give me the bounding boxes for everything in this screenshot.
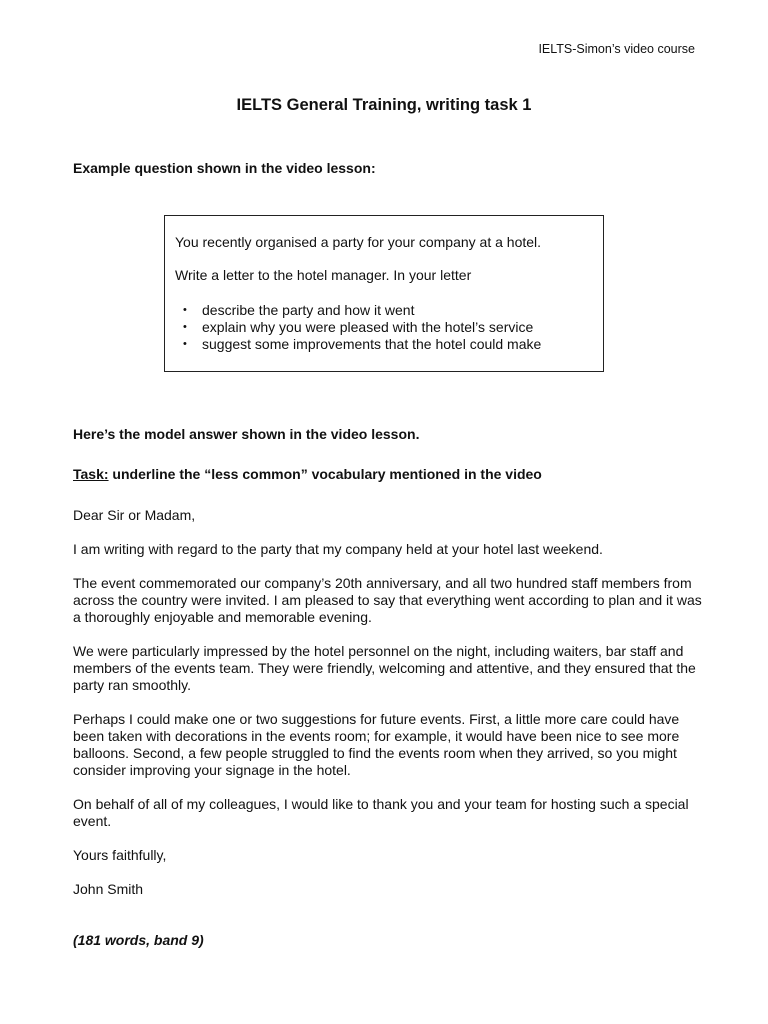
question-bullet: • describe the party and how it went [175, 302, 541, 319]
question-bullet-list [175, 302, 541, 353]
question-box [164, 215, 604, 372]
letter-closing: Yours faithfully, [73, 847, 167, 863]
letter-signature: John Smith [73, 881, 144, 897]
task-instruction [73, 466, 542, 482]
letter-paragraph: Perhaps I could make one or two suggestions for future events. First, a little more care could have been taken with decorations in the events room; for example, it would have been nice to see more balloons. Second, a few people struggled to find the events room when they arrived, so you might consider improving your signage in the hotel. [73, 711, 680, 778]
letter-paragraph: On behalf of all of my colleagues, I would like to thank you and your team for hosting such a special event. [73, 796, 689, 829]
task-text: underline the “less common” vocabulary mentioned in the video [108, 466, 542, 482]
course-note: IELTS-Simon’s video course [538, 42, 695, 56]
question-bullet: • explain why you were pleased with the hotel’s service [175, 319, 541, 336]
letter-paragraph: We were particularly impressed by the hotel personnel on the night, including waiters, bar staff and members of the events team. They were friendly, welcoming and attentive, and they ensured that the party ran smoothly. [73, 643, 696, 693]
word-count: (181 words, band 9) [73, 932, 204, 948]
model-answer-heading: Here’s the model answer shown in the video lesson. [73, 426, 420, 442]
task-label: Task: [73, 466, 109, 482]
page-title: IELTS General Training, writing task 1 [236, 96, 532, 114]
letter-paragraph: I am writing with regard to the party that my company held at your hotel last weekend. [73, 541, 603, 557]
question-heading: Example question shown in the video lesson: [73, 160, 376, 176]
question-prompt: You recently organised a party for your company at a hotel. [175, 234, 542, 250]
question-bullet: • suggest some improvements that the hotel could make [175, 336, 541, 353]
question-instruction: Write a letter to the hotel manager. In your letter [175, 267, 472, 283]
letter-salutation: Dear Sir or Madam, [73, 507, 196, 523]
letter-paragraph: The event commemorated our company’s 20th anniversary, and all two hundred staff members from across the country were invited. I am pleased to say that everything went according to plan and it was a thoroughly enjoyable and memorable evening. [73, 575, 702, 625]
